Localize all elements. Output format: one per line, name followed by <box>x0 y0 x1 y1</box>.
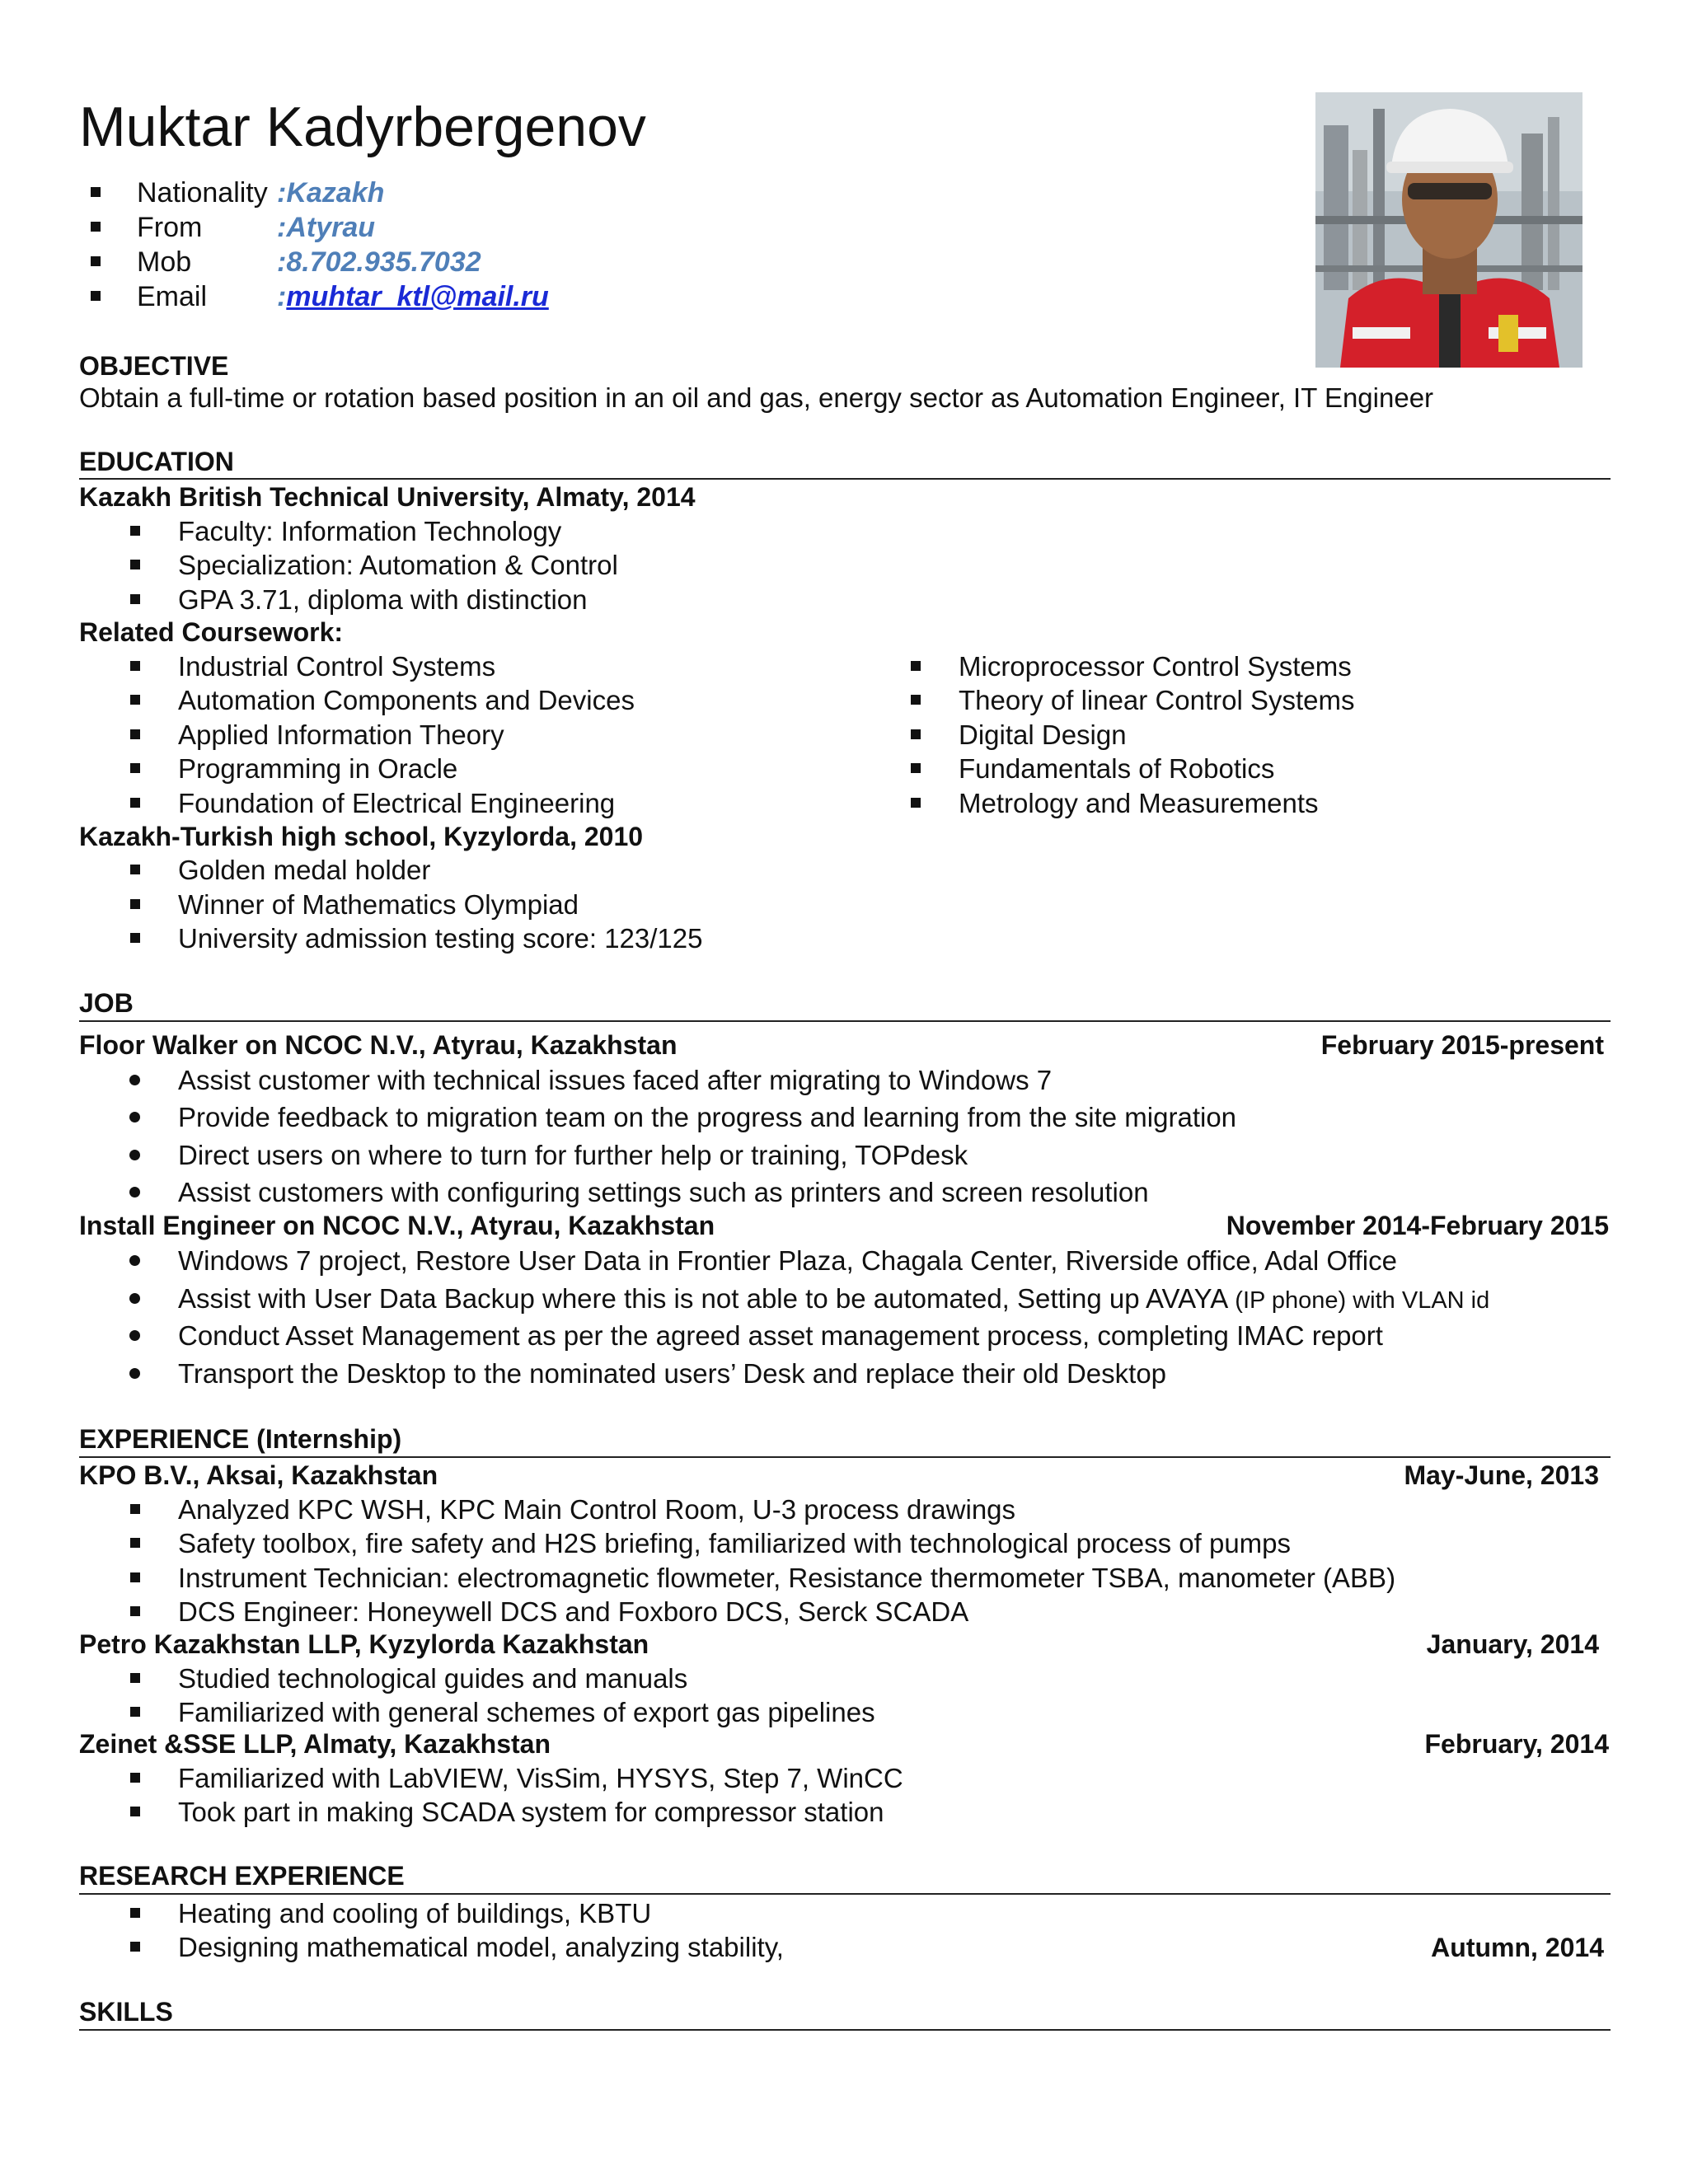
round-bullet-icon <box>129 1330 140 1341</box>
position-title: Floor Walker on NCOC N.V., Atyrau, Kazakhstan <box>79 1030 678 1060</box>
round-bullet-icon <box>129 1075 140 1085</box>
round-bullet-icon <box>129 1293 140 1304</box>
section-divider <box>79 1020 1611 1022</box>
research-heading: RESEARCH EXPERIENCE <box>79 1861 405 1891</box>
square-bullet-icon <box>91 291 101 301</box>
round-bullet-icon <box>129 1187 140 1197</box>
internship-date: February, 2014 <box>1424 1729 1609 1759</box>
resume-page: Muktar Kadyrbergenov Nationality :Kazakh From :Atyrau Mob :8.702.935.7032 Email :muhtar_ktl@mail.ru OBJECTIVE Obtain a full-time or rotation based position in an oil and gas, energy sector as Automation Engineer, IT Engineer EDUCATION Kazakh British Technical University, Almaty, 2014 Faculty: Information Technology Specialization: Automation & Control GPA 3.71, diploma with distinction Related Coursework: Industrial Control Systems Automation Components and Devices Applied Information Theory Programming in Oracle Foundation of Electrical Engineering Microprocessor Control Systems Theory of linear Control Systems Digital Design Fundamentals of Robotics Metrology and Measurements Kazakh-Turkish high school, Kyzylorda, 2010 Golden medal holder Winner of Mathematics Olympiad University admission testing score: 123/125 JOB Floor Walker on NCOC N.V., Atyrau, Kazakhstan February 2015-present Assist customer with technical issues faced after migrating to Windows 7 Provide feedback to migration team on the progress and learning from the site migration Direct users on where to turn for further help or training, TOPdesk Assist customers with configuring settings such as printers and screen resolution Install Engineer on NCOC N.V., Atyrau, Kazakhstan November 2014-February 2015 Windows 7 project, Restore User Data in Frontier Plaza, Chagala Center, Riverside office, Adal Office Assist with User Data Backup where this is not able to be automated, Setting up AVAYA (IP phone) with VLAN id Conduct Asset Management as per the agreed asset management process, completing IMAC report Transport the Desktop to the nominated users’ Desk and replace their old Desktop EXPERIENCE (Internship) KPO B.V., Aksai, Kazakhstan May-June, 2013 Analyzed KPC WSH, KPC Main Control Room, U-3 process drawings Safety toolbox, fire safety and H2S briefing, familiarized with technological process of pumps Instrument Technician: electromagnetic flowmeter, Resistance thermometer TSBA, manometer (ABB) DCS Engineer: Honeywell DCS and Foxboro DCS, Serck SCADA Petro Kazakhstan LLP, Kyzylorda Kazakhstan January, 2014 Studied technological guides and manuals Familiarized with general schemes of export gas pipelines Zeinet &SSE LLP, Almaty, Kazakhstan February, 2014 Familiarized with LabVIEW, VisSim, HYSYS, Step 7, WinCC Took part in making SCADA system for compressor station RESEARCH EXPERIENCE Heating and cooling of buildings, KBTU Designing mathematical model, analyzing stability, Autumn, 2014 SKILLS <box>0 0 1688 2184</box>
position-title: Install Engineer on NCOC N.V., Atyrau, Kazakhstan <box>79 1211 715 1240</box>
square-bullet-icon <box>911 763 921 773</box>
objective-text: Obtain a full-time or rotation based position in an oil and gas, energy sector as Automation Engineer, IT Engineer <box>79 382 1434 413</box>
internship-title: Zeinet &SSE LLP, Almaty, Kazakhstan <box>79 1729 551 1759</box>
square-bullet-icon <box>130 1504 140 1514</box>
school-title: Kazakh-Turkish high school, Kyzylorda, 2010 <box>79 822 644 851</box>
coursework-title: Related Coursework: <box>79 617 344 647</box>
round-bullet-icon <box>129 1255 140 1266</box>
section-divider <box>79 1456 1611 1458</box>
internship-title: Petro Kazakhstan LLP, Kyzylorda Kazakhstan <box>79 1629 649 1659</box>
candidate-name: Muktar Kadyrbergenov <box>79 96 646 158</box>
square-bullet-icon <box>130 695 140 705</box>
education-heading: EDUCATION <box>79 447 234 476</box>
research-date: Autumn, 2014 <box>1431 1933 1604 1962</box>
email-prefix: : <box>277 281 287 312</box>
square-bullet-icon <box>91 256 101 266</box>
square-bullet-icon <box>130 729 140 739</box>
square-bullet-icon <box>130 526 140 536</box>
square-bullet-icon <box>130 1773 140 1783</box>
position-date: November 2014-February 2015 <box>1226 1211 1609 1240</box>
section-divider <box>79 478 1611 480</box>
square-bullet-icon <box>130 1707 140 1717</box>
internship-title: KPO B.V., Aksai, Kazakhstan <box>79 1460 438 1490</box>
objective-heading: OBJECTIVE <box>79 351 229 381</box>
square-bullet-icon <box>130 594 140 604</box>
profile-photo <box>1315 92 1582 368</box>
square-bullet-icon <box>130 560 140 569</box>
section-divider <box>79 1893 1611 1895</box>
square-bullet-icon <box>911 661 921 671</box>
square-bullet-icon <box>130 763 140 773</box>
square-bullet-icon <box>130 1572 140 1582</box>
square-bullet-icon <box>130 899 140 909</box>
square-bullet-icon <box>130 1807 140 1816</box>
square-bullet-icon <box>130 798 140 808</box>
info-value: :Kazakh <box>277 177 385 209</box>
square-bullet-icon <box>130 1673 140 1683</box>
job-heading: JOB <box>79 988 134 1018</box>
internship-date: January, 2014 <box>1426 1629 1599 1659</box>
square-bullet-icon <box>911 695 921 705</box>
internship-date: May-June, 2013 <box>1404 1460 1599 1490</box>
email-link[interactable]: muhtar_ktl@mail.ru <box>286 281 549 312</box>
round-bullet-icon <box>129 1150 140 1160</box>
square-bullet-icon <box>130 1606 140 1616</box>
square-bullet-icon <box>91 187 101 197</box>
info-value: :Atyrau <box>277 212 376 243</box>
info-label: Email <box>137 281 208 312</box>
experience-heading: EXPERIENCE (Internship) <box>79 1424 402 1454</box>
section-divider <box>79 2029 1611 2031</box>
skills-heading: SKILLS <box>79 1997 173 2027</box>
square-bullet-icon <box>130 1908 140 1918</box>
round-bullet-icon <box>129 1112 140 1122</box>
square-bullet-icon <box>91 222 101 232</box>
square-bullet-icon <box>130 1942 140 1952</box>
square-bullet-icon <box>911 798 921 808</box>
square-bullet-icon <box>911 729 921 739</box>
position-date: February 2015-present <box>1320 1030 1604 1060</box>
info-label: From <box>137 212 203 243</box>
square-bullet-icon <box>130 865 140 874</box>
info-label: Nationality <box>137 177 268 209</box>
university-title: Kazakh British Technical University, Almaty, 2014 <box>79 482 696 512</box>
square-bullet-icon <box>130 933 140 943</box>
square-bullet-icon <box>130 1538 140 1548</box>
info-value: :8.702.935.7032 <box>277 246 481 278</box>
info-value <box>277 280 549 313</box>
round-bullet-icon <box>129 1368 140 1379</box>
info-label: Mob <box>137 246 192 278</box>
square-bullet-icon <box>130 661 140 671</box>
